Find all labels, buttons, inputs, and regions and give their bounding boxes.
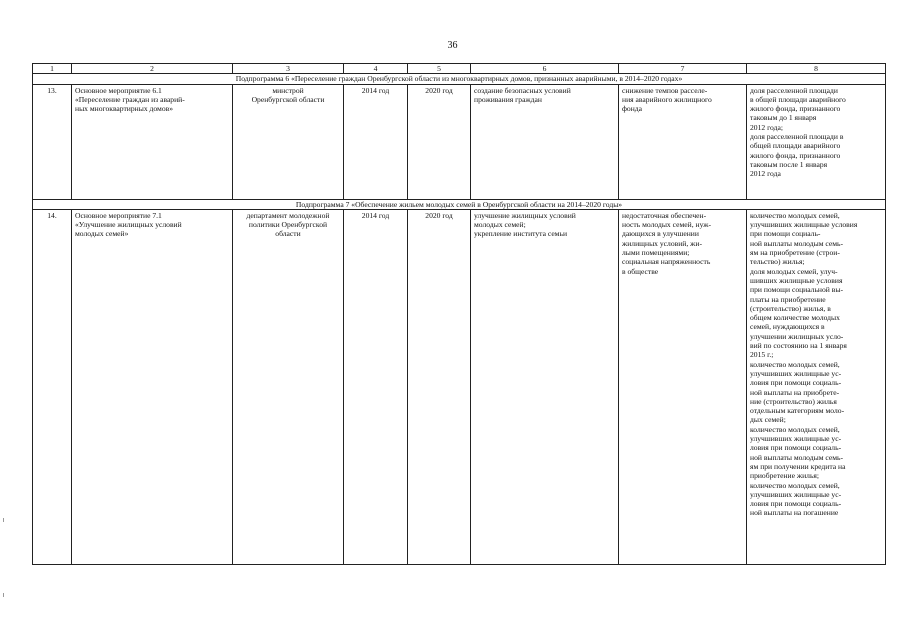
indicator-line: 2012 года <box>750 169 781 179</box>
column-number: 7 <box>619 64 747 74</box>
indicator-line: количество молодых семей, <box>750 424 840 434</box>
page-number: 36 <box>447 40 458 51</box>
indicator-line: доля расселенной площади в <box>750 132 844 142</box>
subprogram-row <box>33 74 886 84</box>
consequences-line: в обществе <box>622 266 659 276</box>
column-number: 5 <box>408 64 471 74</box>
indicator-line: количество молодых семей, <box>750 359 840 369</box>
indicator-line: ной выплаты на погашение <box>750 508 839 518</box>
indicator-line: отдельным категориям моло- <box>750 406 845 416</box>
indicator-line: семей, нуждающихся в <box>750 322 825 332</box>
indicator-line: (строительство) жилья, в <box>750 303 831 313</box>
indicator-line: улучшивших жилищные ус- <box>750 489 842 499</box>
column-number-row <box>33 64 886 74</box>
end-year-cell: 2020 год <box>408 209 471 564</box>
indicator-line: количество молодых семей, <box>750 480 840 490</box>
responsible-cell <box>233 209 344 564</box>
result-line: проживания граждан <box>474 94 542 104</box>
column-number: 6 <box>471 64 619 74</box>
indicator-line: улучшивших жилищные ус- <box>750 368 842 378</box>
indicator-line: 2015 г.; <box>750 350 774 360</box>
indicator-line: ловия при помощи социаль- <box>750 443 842 453</box>
indicator-line: доля молодых семей, улуч- <box>750 266 838 276</box>
responsible-line: Оренбургской области <box>251 94 325 104</box>
measure-line: молодых семей» <box>75 229 129 239</box>
indicator-line: при помощи социальной вы- <box>750 285 843 295</box>
consequences-line: фонда <box>622 104 643 114</box>
consequences-line: ность молодых семей, нуж- <box>622 220 712 230</box>
scan-margin-mark <box>3 593 4 597</box>
indicator-line: улучшении жилищных усло- <box>750 331 844 341</box>
indicator-line: в общей площади аварийного <box>750 94 846 104</box>
consequences-line: лыми помещениями; <box>622 248 690 258</box>
measure-cell <box>72 84 233 199</box>
measure-cell <box>72 209 233 564</box>
column-number: 2 <box>72 64 233 74</box>
start-year-cell: 2014 год <box>344 209 408 564</box>
consequences-line: ния аварийного жилищного <box>622 94 712 104</box>
measure-line: «Переселение граждан из аварий- <box>75 94 185 104</box>
result-cell <box>471 84 619 199</box>
consequences-line: социальная напряженность <box>622 257 711 267</box>
indicator-line: приобретение жилья; <box>750 471 820 481</box>
indicator-line: улучшивших жилищные условия <box>750 220 858 230</box>
indicator-line: ям при получении кредита на <box>750 461 846 471</box>
result-line: создание безопасных условий <box>474 85 571 95</box>
indicator-line: тельство) жилья; <box>750 257 805 267</box>
subprogram-title: Подпрограмма 6 «Переселение граждан Оренбургской области из многоквартирных домов, признанных аварийными, в 2014–2020 годах» <box>33 74 886 84</box>
consequences-line: жилищных условий, жи- <box>622 238 702 248</box>
indicator-line: ям на приобретение (строи- <box>750 248 840 258</box>
indicator-line: вий по состоянию на 1 января <box>750 341 847 351</box>
program-measures-table <box>32 63 886 565</box>
responsible-line: области <box>275 229 301 239</box>
indicator-line: шивших жилищные условия <box>750 275 843 285</box>
indicator-line: ной выплаты на приобрете- <box>750 387 840 397</box>
indicators-cell <box>747 84 886 199</box>
result-line: молодых семей; <box>474 220 526 230</box>
indicator-line: общем количестве молодых <box>750 313 840 323</box>
indicator-line: жилого фонда, признанного <box>750 104 841 114</box>
measure-line: Основное мероприятие 6.1 <box>75 85 162 95</box>
responsible-line: минстрой <box>272 85 304 95</box>
end-year-cell: 2020 год <box>408 84 471 199</box>
scan-margin-mark <box>3 518 4 522</box>
measure-line: ных многоквартирных домов» <box>75 104 174 114</box>
measure-line: Основное мероприятие 7.1 <box>75 210 162 220</box>
indicator-line: платы на приобретение <box>750 294 826 304</box>
indicator-line: жилого фонда, признанного <box>750 150 841 160</box>
measure-line: «Улучшение жилищных условий <box>75 220 182 230</box>
indicator-line: 2012 года; <box>750 122 783 132</box>
row-number: 13. <box>33 84 72 199</box>
column-number: 1 <box>33 64 72 74</box>
consequences-cell <box>619 209 747 564</box>
indicators-cell <box>747 209 886 564</box>
responsible-cell <box>233 84 344 199</box>
indicator-line: доля расселенной площади <box>750 85 838 95</box>
consequences-line: дающихся в улучшении <box>622 229 699 239</box>
subprogram-title: Подпрограмма 7 «Обеспечение жильем молодых семей в Оренбургской области на 2014–2020 годы» <box>33 199 886 209</box>
result-line: укрепление института семьи <box>474 229 568 239</box>
indicator-line: таковым после 1 января <box>750 159 828 169</box>
start-year-cell: 2014 год <box>344 84 408 199</box>
indicator-line: дых семей; <box>750 415 786 425</box>
consequences-line: снижение темпов расселе- <box>622 85 708 95</box>
indicator-line: улучшивших жилищные ус- <box>750 434 842 444</box>
indicator-line: ловия при помощи социаль- <box>750 499 842 509</box>
table-row <box>33 84 886 199</box>
indicator-line: ной выплаты молодым семь- <box>750 452 844 462</box>
indicator-line: таковым до 1 января <box>750 113 817 123</box>
indicator-line: ние (строительство) жилья <box>750 396 837 406</box>
indicator-line: ловия при помощи социаль- <box>750 378 842 388</box>
result-cell <box>471 209 619 564</box>
row-number: 14. <box>33 209 72 564</box>
column-number: 8 <box>747 64 886 74</box>
responsible-line: политики Оренбургской <box>248 220 328 230</box>
consequences-cell <box>619 84 747 199</box>
indicator-line: при помощи социаль- <box>750 229 821 239</box>
responsible-line: департамент молодежной <box>246 210 330 220</box>
table-row <box>33 209 886 564</box>
indicator-line: количество молодых семей, <box>750 210 840 220</box>
consequences-line: недостаточная обеспечен- <box>622 210 707 220</box>
subprogram-row <box>33 199 886 209</box>
indicator-line: ной выплаты молодым семь- <box>750 238 844 248</box>
result-line: улучшение жилищных условий <box>474 210 576 220</box>
column-number: 3 <box>233 64 344 74</box>
column-number: 4 <box>344 64 408 74</box>
indicator-line: общей площади аварийного <box>750 141 841 151</box>
